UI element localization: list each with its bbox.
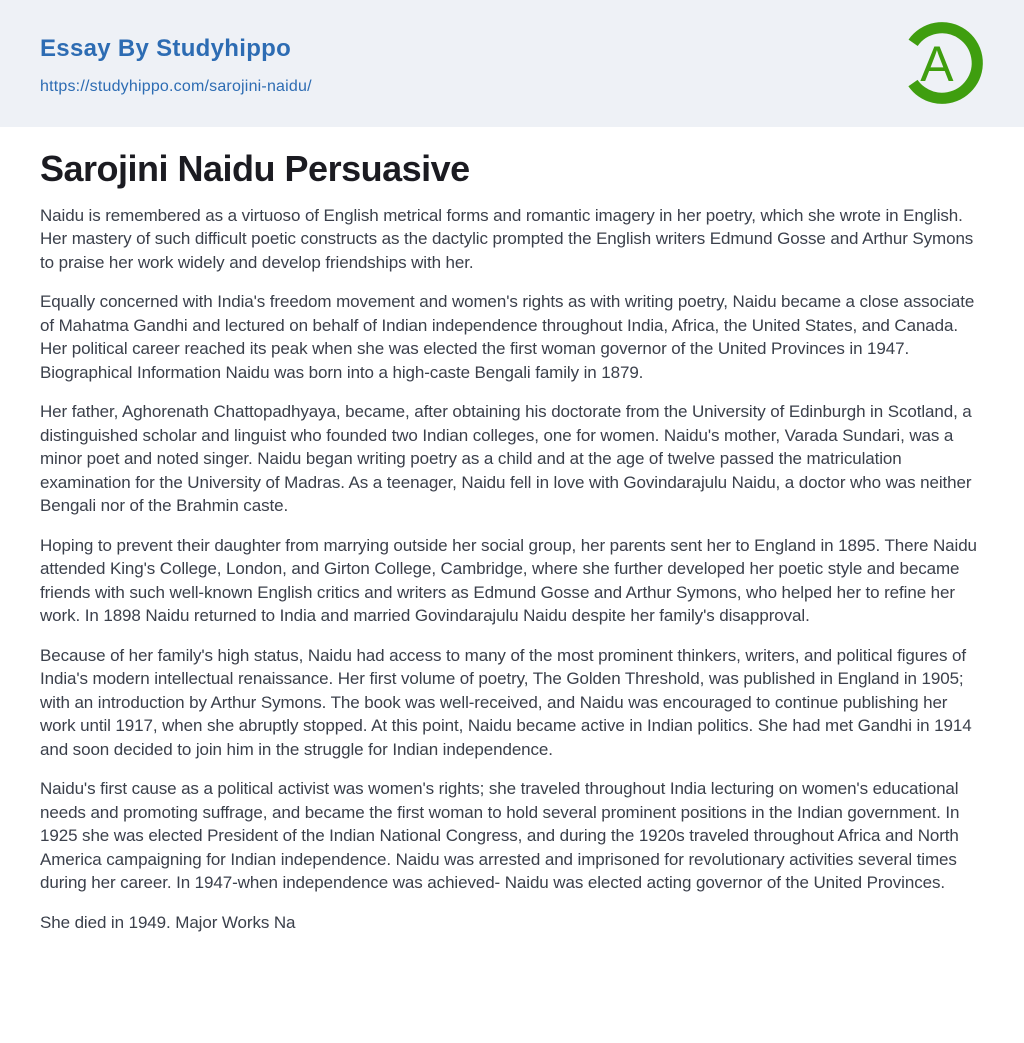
article-paragraph: Hoping to prevent their daughter from marrying outside her social group, her parents sent her to England in 1895. There Naidu attended King's College, London, and Girton College, Cambridge, where she further developed her poetic style and became friends with such well-known English critics and writers as Edmund Gosse and Arthur Symons, who helped her to refine her work. In 1898 Naidu returned to India and married Govindarajulu Naidu despite her family's disapproval. [40, 535, 977, 626]
article-paragraph: Naidu is remembered as a virtuoso of English metrical forms and romantic imagery in her poetry, which she wrote in English. Her mastery of such difficult poetic constructs as the dactylic prompted the English writers Edmund Gosse and Arthur Symons to praise her work widely and develop friendships with her. [40, 205, 974, 272]
article-paragraph: Because of her family's high status, Naidu had access to many of the most prominent thinkers, writers, and political figures of India's modern intellectual renaissance. Her first volume of poetry, The Golden Threshold, was published in England in 1905; with an introduction by Arthur Symons. The book was well-received, and Naidu was encouraged to continue publishing her work until 1917, when she abruptly stopped. At this point, Naidu became active in Indian politics. She had met Gandhi in 1914 and soon decided to join him in the struggle for Indian independence. [40, 645, 972, 759]
article-paragraph: Naidu's first cause as a political activist was women's rights; she traveled throughout India lecturing on women's educational needs and promoting suffrage, and became the first woman to hold several prominent positions in the Indian government. In 1925 she was elected President of the Indian National Congress, and during the 1920s traveled throughout Africa and North America campaigning for Indian independence. Naidu was arrested and imprisoned for revolutionary activities several times during her career. In 1947-when independence was achieved- Naidu was elected acting governor of the United Provinces. [40, 779, 960, 893]
article-title: Sarojini Naidu Persuasive [40, 148, 470, 189]
article-paragraph: Her father, Aghorenath Chattopadhyaya, became, after obtaining his doctorate from the University of Edinburgh in Scotland, a distinguished scholar and linguist who founded two Indian colleges, one for women. Naidu's mother, Varada Sundari, was a minor poet and noted singer. Naidu began writing poetry as a child and at the age of twelve passed the matriculation examination for the University of Madras. As a teenager, Naidu fell in love with Govindarajulu Naidu, a doctor who was neither Bengali nor of the Brahmin caste. [40, 402, 972, 516]
header-title: Essay By Studyhippo [40, 35, 292, 62]
article-paragraph: Equally concerned with India's freedom movement and women's rights as with writing poetry, Naidu became a close associate of Mahatma Gandhi and lectured on behalf of Indian independence throughout India, Africa, the United States, and Canada. Her political career reached its peak when she was elected the first woman governor of the United Provinces in 1947. Biographical Information Naidu was born into a high-caste Bengali family in 1879. [40, 292, 975, 382]
studyhippo-logo-icon [899, 20, 985, 106]
source-url-link[interactable]: https://studyhippo.com/sarojini-naidu/ [40, 77, 312, 95]
article-paragraph: She died in 1949. Major Works Na [40, 912, 296, 932]
page-header [0, 0, 1024, 127]
article [0, 127, 1024, 934]
logo-letter: A [920, 36, 954, 93]
article-body [40, 204, 985, 935]
